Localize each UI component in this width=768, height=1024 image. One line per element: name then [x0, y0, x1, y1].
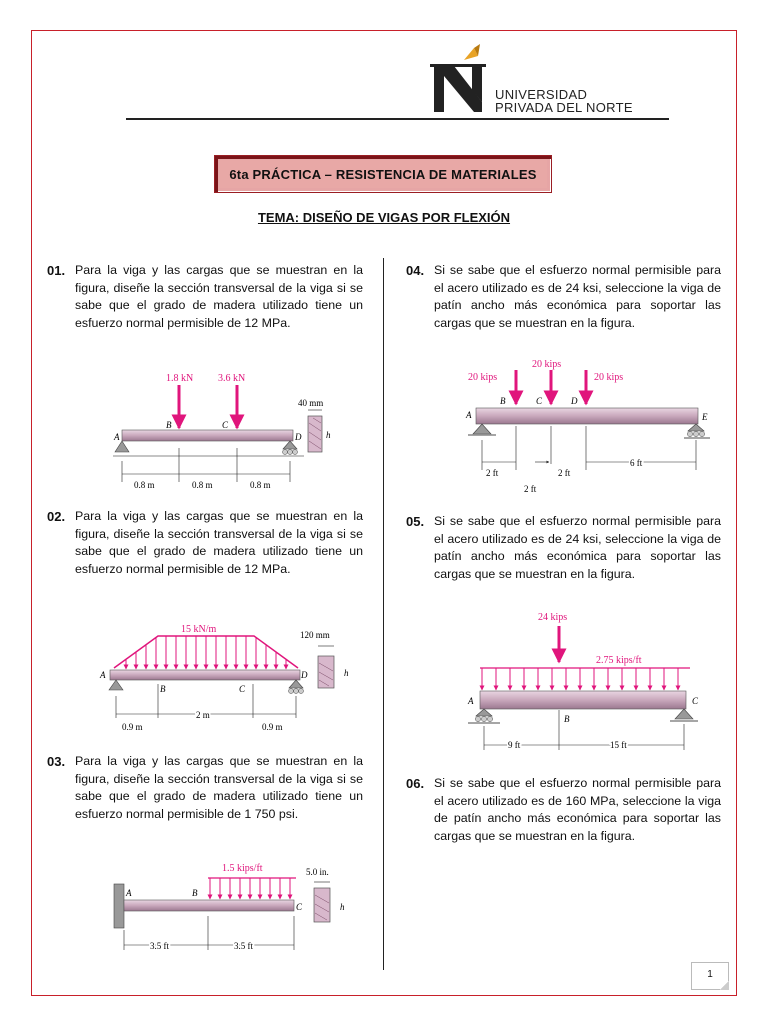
problem-text: Si se sabe que el esfuerzo normal permisible para el acero utilizado es de 160 MPa, seleccione la viga de patín ancho más económica para soportar las cargas que se muestran en la figura. — [434, 776, 721, 843]
dimension: 0.9 m — [122, 722, 143, 732]
dimension: 0.8 m — [192, 480, 213, 490]
point-label: A — [126, 888, 132, 898]
point-label: C — [692, 696, 699, 706]
subtitle-text: TEMA: DISEÑO DE VIGAS POR FLEXIÓN — [257, 210, 511, 225]
point-label: B — [192, 888, 198, 898]
point-label: C — [536, 396, 543, 406]
beam — [480, 691, 686, 709]
section-width: 40 mm — [298, 398, 324, 408]
problem-text: Si se sabe que el esfuerzo normal permisible para el acero utilizado es de 24 ksi, seleccione la viga de patín ancho más económica para soportar las cargas que se muestran en la figura. — [434, 263, 721, 330]
load-label: 15 kN/m — [181, 624, 217, 635]
beam — [110, 670, 300, 680]
dimension: 3.5 ft — [234, 941, 253, 951]
header-rule — [126, 118, 669, 120]
point-label: D — [301, 670, 308, 680]
section-height: h — [340, 902, 345, 912]
problem-number: 03. — [47, 754, 66, 769]
point-label: B — [500, 396, 506, 406]
title-box — [214, 155, 552, 193]
dimension: 2 ft — [558, 468, 571, 478]
roller-support — [283, 441, 297, 449]
dimension: 2 ft — [524, 484, 537, 494]
subtitle — [0, 210, 768, 225]
cross-section — [318, 656, 334, 688]
university-name — [495, 88, 633, 114]
roller-support — [289, 680, 303, 688]
dimension: 6 ft — [630, 458, 643, 468]
figure-3 — [100, 860, 356, 956]
load-label: 20 kips — [532, 359, 562, 370]
section-height: h — [326, 430, 331, 440]
point-label: A — [468, 696, 474, 706]
section-width: 120 mm — [300, 630, 330, 640]
point-label: C — [296, 902, 303, 912]
point-label: C — [239, 684, 246, 694]
section-width: 5.0 in. — [306, 867, 329, 877]
pin-support — [109, 680, 123, 690]
problem-number: 06. — [406, 776, 425, 791]
load-label: 3.6 kN — [218, 373, 246, 384]
problem-number: 02. — [47, 509, 66, 524]
dimension: 0.9 m — [262, 722, 283, 732]
beam — [122, 430, 293, 441]
roller-support — [688, 424, 704, 431]
load-label: 20 kips — [594, 372, 624, 383]
point-label: C — [222, 420, 229, 430]
figure-4 — [460, 354, 722, 496]
column-divider — [383, 258, 384, 970]
dimension: 0.8 m — [250, 480, 271, 490]
distributed-load-arrows — [482, 668, 678, 690]
point-label: E — [702, 412, 708, 422]
load-label: 1.5 kips/ft — [222, 863, 263, 874]
dimension: 15 ft — [610, 740, 627, 750]
fixed-wall — [114, 884, 124, 928]
pin-support — [115, 441, 129, 452]
section-height: h — [344, 668, 349, 678]
point-label: A — [100, 670, 106, 680]
point-label: A — [114, 432, 120, 442]
dimension: 3.5 ft — [150, 941, 169, 951]
pin-support — [675, 709, 693, 719]
beam — [124, 900, 294, 911]
dimension: 2 m — [196, 710, 210, 720]
point-label: B — [166, 420, 172, 430]
dimension: 0.8 m — [134, 480, 155, 490]
load-label: 20 kips — [468, 372, 498, 383]
figure-1 — [108, 368, 338, 492]
point-label: B — [564, 714, 570, 724]
cross-section — [308, 416, 322, 452]
problem-number: 04. — [406, 263, 425, 278]
load-label: 24 kips — [538, 612, 568, 623]
university-line1: UNIVERSIDAD — [495, 87, 588, 102]
point-label: D — [295, 432, 302, 442]
university-line2: PRIVADA DEL NORTE — [495, 100, 633, 115]
figure-5 — [460, 604, 722, 754]
distributed-load-arrows — [210, 878, 290, 899]
roller-support — [476, 709, 492, 716]
point-label: D — [571, 396, 578, 406]
figure-2 — [96, 618, 360, 734]
pin-support — [473, 424, 491, 434]
load-label: 2.75 kips/ft — [596, 655, 642, 666]
problem-text: Para la viga y las cargas que se muestran en la figura, diseñe la sección transversal de la viga si se sabe que el grado de madera utilizado tiene un esfuerzo normal permisible de 1 750 psi. — [75, 754, 363, 821]
problem-text: Para la viga y las cargas que se muestran en la figura, diseñe la sección transversal de la viga si se sabe que el grado de madera utilizado tiene un esfuerzo normal permisible de 12 MPa. — [75, 509, 363, 576]
page-title: 6ta PRÁCTICA – RESISTENCIA DE MATERIALES — [219, 160, 547, 188]
load-label: 1.8 kN — [166, 373, 194, 384]
problem-number: 05. — [406, 514, 425, 529]
dimension: 9 ft — [508, 740, 521, 750]
point-label: A — [466, 410, 472, 420]
problem-text: Para la viga y las cargas que se muestran en la figura, diseñe la sección transversal de la viga si se sabe que el grado de madera utilizado tiene un esfuerzo normal permisible de 12 MPa. — [75, 263, 363, 330]
page-number: 1 — [691, 962, 729, 990]
point-label: B — [160, 684, 166, 694]
dimension: 2 ft — [486, 468, 499, 478]
problem-text: Si se sabe que el esfuerzo normal permisible para el acero utilizado es de 24 ksi, seleccione la viga de patín ancho más económica para soportar las cargas que se muestran en la figura. — [434, 514, 721, 581]
problem-number: 01. — [47, 263, 66, 278]
beam — [476, 408, 698, 424]
